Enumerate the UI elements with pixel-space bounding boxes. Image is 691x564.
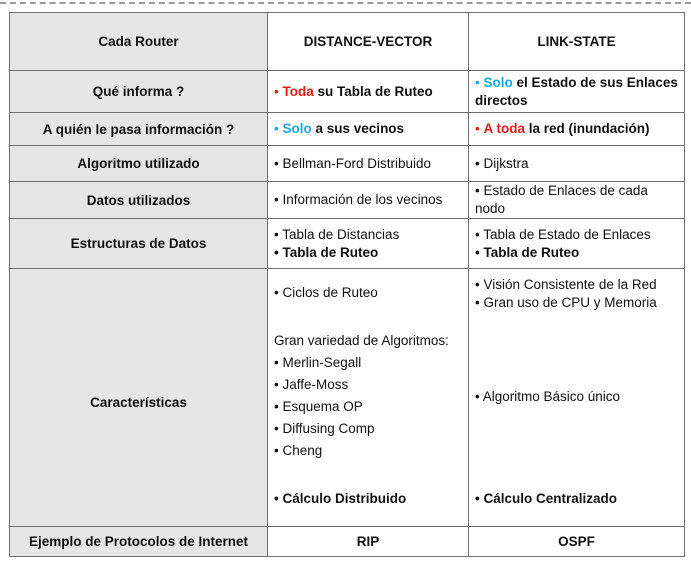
bullet: • (475, 183, 480, 198)
list-item (274, 418, 464, 440)
cell-text: Cálculo Distribuido (282, 490, 407, 506)
ls-cell (469, 219, 685, 269)
bullet: • (475, 388, 480, 404)
cell-text: Gran uso de CPU y Memoria (483, 294, 657, 310)
ls-cell (469, 182, 685, 219)
bullet: • (475, 155, 480, 171)
bullet: • (475, 244, 480, 260)
bullet: • (475, 74, 480, 90)
row-label: Datos utilizados (10, 182, 268, 219)
row-estructuras (10, 219, 685, 269)
bullet: • (274, 420, 279, 436)
dv-cell (268, 182, 469, 219)
ls-protocol: OSPF (469, 527, 685, 557)
cell-text: su Tabla de Ruteo (317, 83, 433, 99)
cell-text: Ciclos de Ruteo (282, 284, 378, 300)
list-item (475, 244, 678, 262)
list-item (274, 440, 464, 462)
list-item (274, 226, 462, 244)
cell-text: a sus vecinos (315, 121, 405, 136)
list-item (274, 374, 464, 396)
row-label: A quién le pasa información ? (10, 113, 268, 146)
cell-text: Cheng (282, 442, 323, 458)
subheading: Gran variedad de Algoritmos: (274, 332, 449, 348)
row-label: Características (10, 269, 268, 527)
row-datos (10, 182, 685, 219)
dv-cell (268, 146, 469, 182)
bullet: • (274, 398, 279, 414)
bullet: • (274, 226, 279, 242)
cell-text: Esquema OP (282, 398, 363, 414)
ls-cell (469, 146, 685, 182)
list-item (274, 282, 464, 304)
cell-text: Algoritmo Básico único (482, 388, 621, 404)
cell-text: la red (inundación) (528, 121, 650, 136)
bullet: • (274, 376, 279, 392)
row-protocolos (10, 527, 685, 557)
cell-text: Jaffe-Moss (282, 376, 349, 392)
bullet: • (274, 442, 279, 458)
row-que-informa (10, 71, 685, 113)
row-caracteristicas (10, 269, 685, 527)
header-distance-vector: DISTANCE-VECTOR (268, 13, 469, 71)
dv-protocol: RIP (268, 527, 469, 557)
bullet: • (475, 294, 480, 310)
bullet: • (274, 244, 279, 260)
dv-cell (268, 219, 469, 269)
emphasis-text: Solo (483, 74, 513, 90)
cell-text: Merlin-Segall (282, 354, 362, 370)
list-item (475, 294, 680, 311)
cell-text: Cálculo Centralizado (483, 490, 618, 506)
dv-cell (268, 71, 469, 113)
list-item (475, 276, 680, 293)
row-label: Estructuras de Datos (10, 219, 268, 269)
cell-text: Información de los vecinos (282, 192, 443, 207)
bullet: • (475, 276, 480, 292)
cell-text: Tabla de Ruteo (282, 244, 379, 260)
cell-text: Tabla de Ruteo (483, 244, 580, 260)
row-a-quien (10, 113, 685, 146)
header-row (10, 13, 685, 71)
top-dashed-border (0, 2, 691, 4)
bullet: • (274, 121, 279, 136)
header-link-state: LINK-STATE (469, 13, 685, 71)
emphasis-text: Solo (282, 121, 312, 136)
bullet: • (274, 284, 279, 300)
bullet: • (274, 192, 279, 207)
cell-text: Visión Consistente de la Red (483, 276, 657, 292)
bullet: • (475, 490, 480, 506)
ls-cell (469, 113, 685, 146)
cell-text: Tabla de Distancias (282, 226, 400, 242)
cell-text: Tabla de Estado de Enlaces (483, 226, 651, 242)
cell-text: Bellman-Ford Distribuido (282, 155, 432, 171)
emphasis-text: A toda (483, 121, 525, 136)
bullet: • (274, 354, 279, 370)
bullet: • (274, 83, 279, 99)
row-label: Ejemplo de Protocolos de Internet (10, 527, 268, 557)
ls-cell (469, 269, 685, 527)
list-item (274, 244, 462, 262)
list-item (475, 488, 680, 510)
row-label: Algoritmo utilizado (10, 146, 268, 182)
emphasis-text: Toda (282, 83, 314, 99)
bullet: • (274, 155, 279, 171)
cell-text: el Estado de sus Enlaces directos (475, 74, 678, 108)
list-item (274, 488, 464, 510)
bullet: • (475, 121, 480, 136)
ls-cell (469, 71, 685, 113)
list-item (274, 396, 464, 418)
bullet: • (475, 226, 480, 242)
cell-text: Estado de Enlaces de cada nodo (475, 183, 648, 216)
bullet: • (274, 490, 279, 506)
dv-cell (268, 113, 469, 146)
comparison-table (9, 12, 685, 557)
cell-text: Dijkstra (483, 155, 529, 171)
dv-cell (268, 269, 469, 527)
cell-text: Diffusing Comp (282, 420, 375, 436)
row-algoritmo (10, 146, 685, 182)
list-item (475, 226, 678, 244)
row-label: Qué informa ? (10, 71, 268, 113)
list-item (274, 352, 464, 374)
header-corner: Cada Router (10, 13, 268, 71)
list-item (475, 386, 680, 408)
